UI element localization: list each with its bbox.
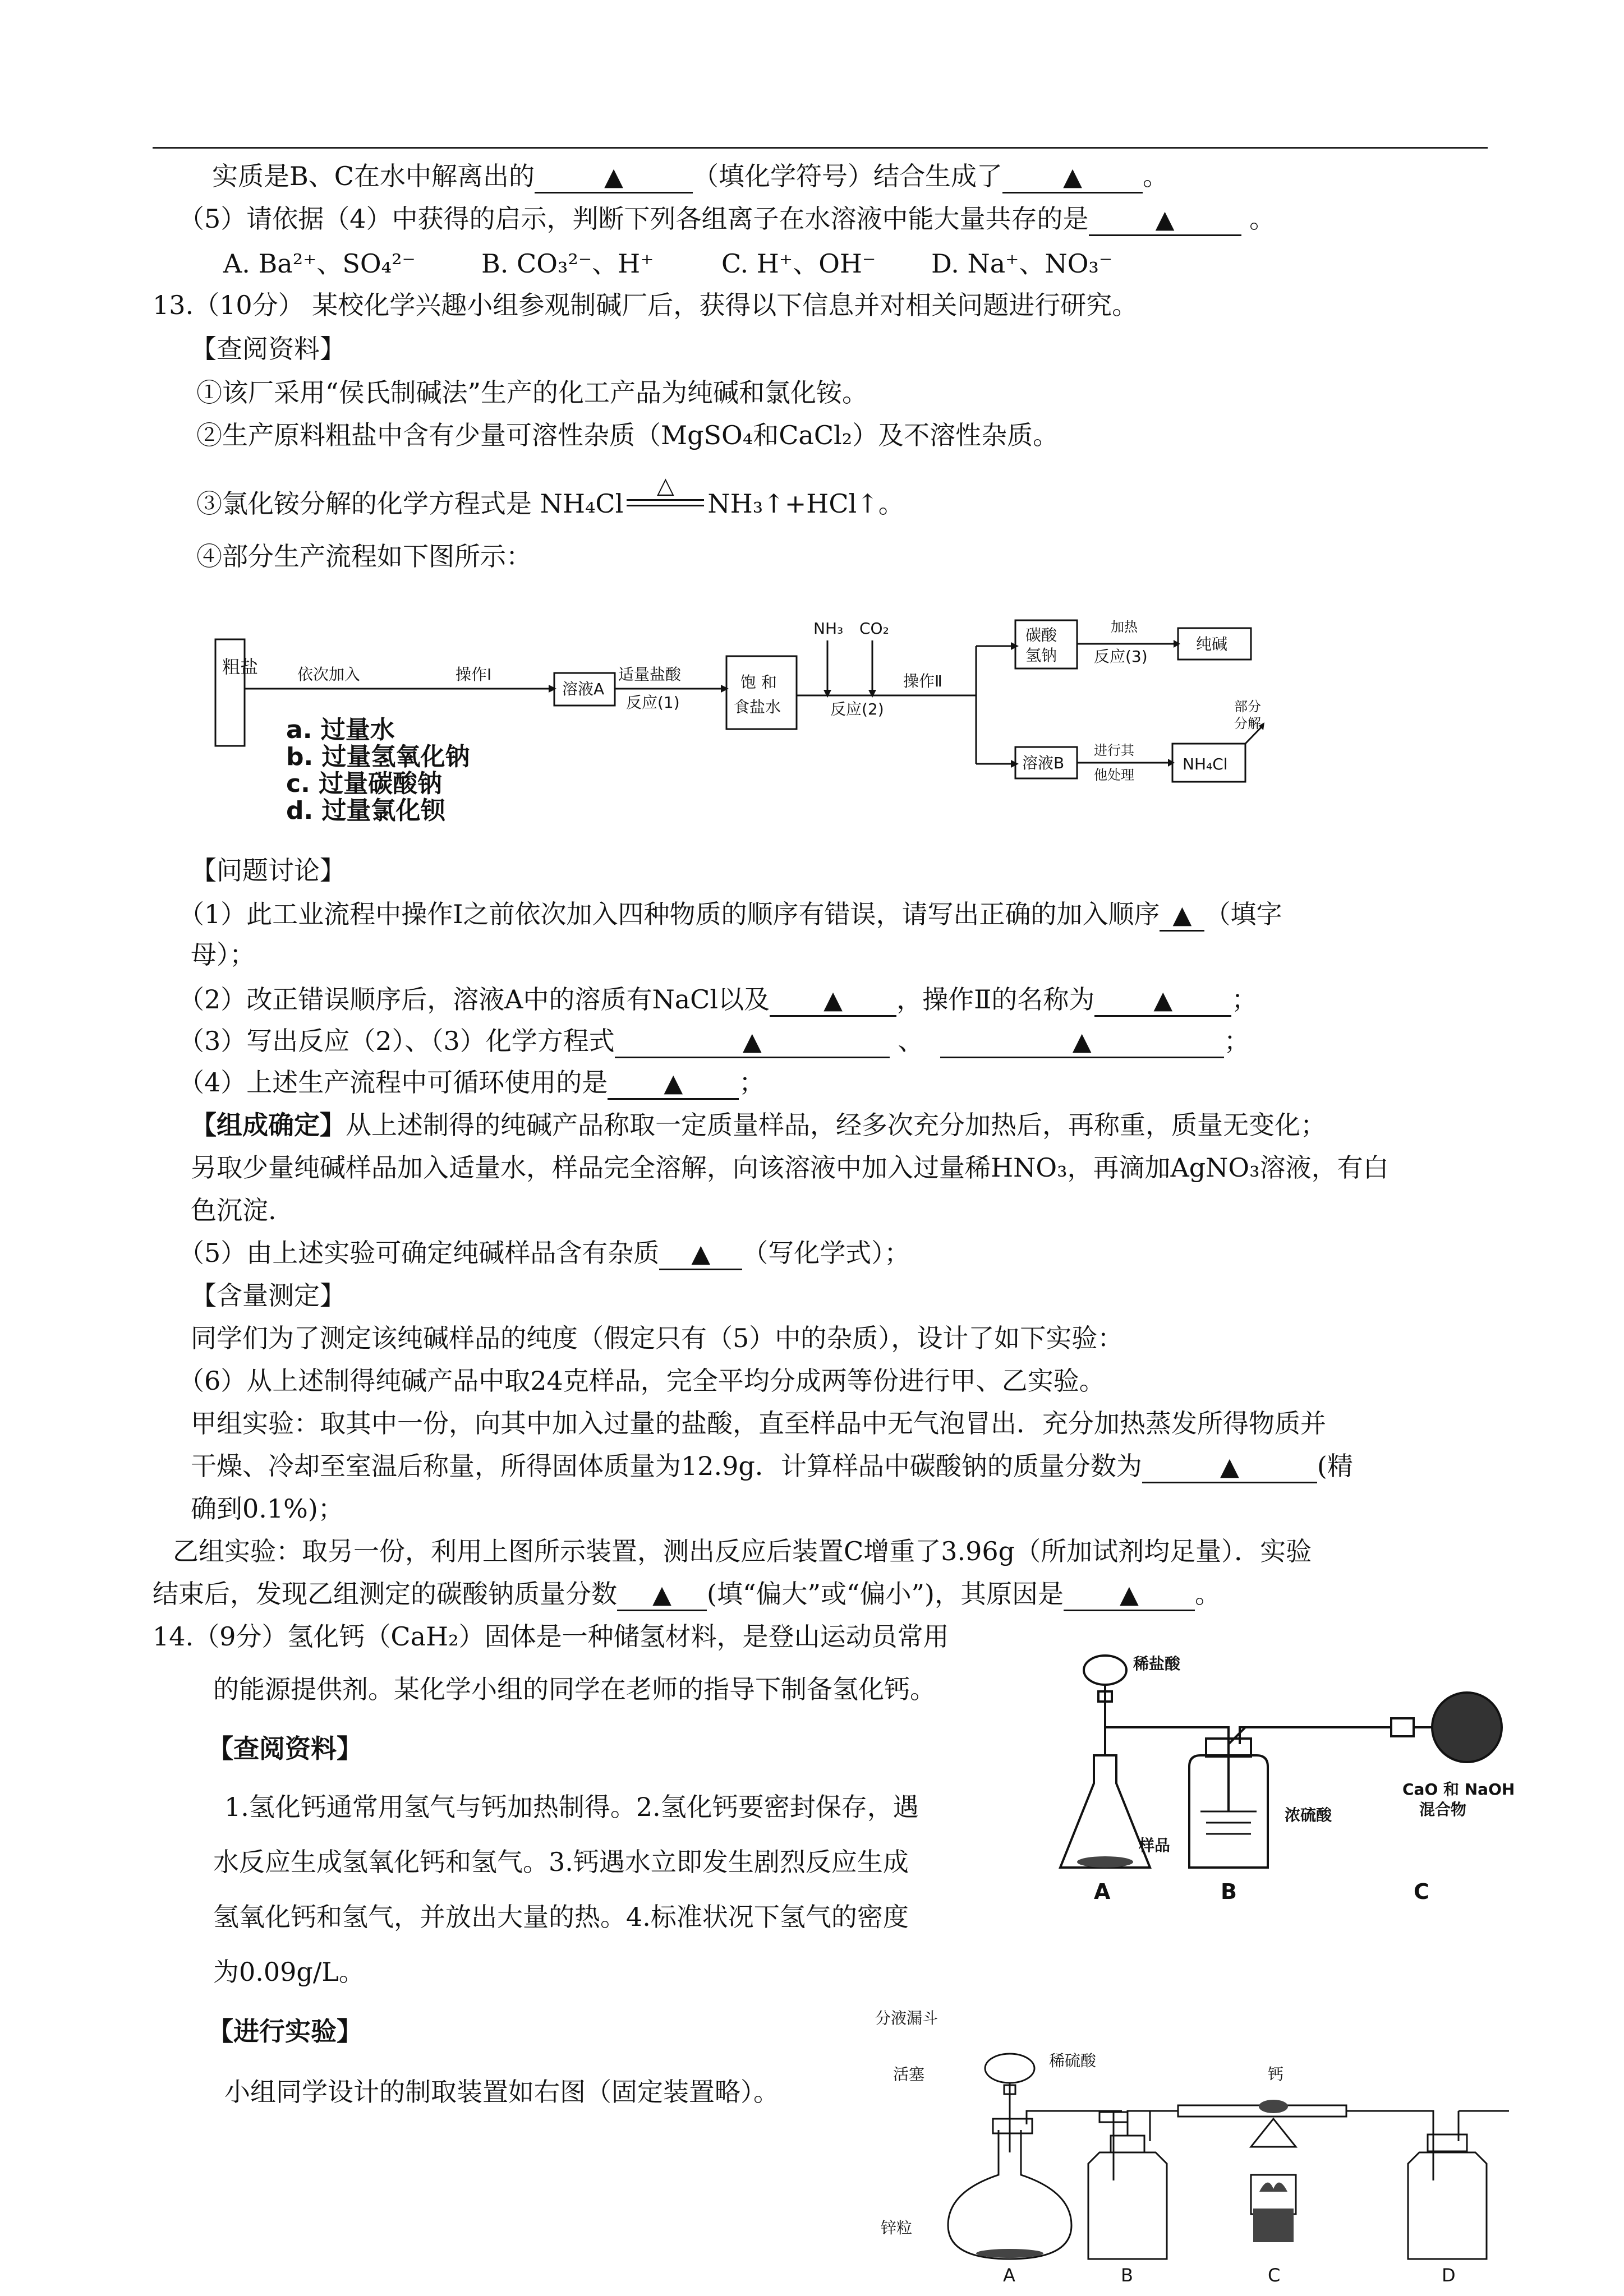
sulfuric-acid-label: 浓硫酸 (1285, 1806, 1332, 1824)
label-a: A (1003, 2265, 1015, 2286)
reagent-d: d. 过量氯化钡 (286, 796, 445, 825)
text: 。 (1143, 161, 1168, 191)
brine-label-2: 食盐水 (734, 698, 781, 716)
text-line: 小组同学设计的制取装置如右图（固定装置略）。 (224, 2077, 779, 2107)
answer-blank[interactable] (608, 1068, 739, 1100)
hcl-label: 适量盐酸 (618, 665, 682, 684)
text: （填字 (1204, 899, 1282, 929)
option-a: A. Ba²⁺、SO₄²⁻ (223, 248, 416, 279)
sulfuric-acid-label: 稀硫酸 (1049, 2051, 1097, 2070)
triangle-marker: ▲ (823, 986, 843, 1015)
text-line: 的能源提供剂。某化学小组的同学在老师的指导下制备氢化钙。 (213, 1674, 936, 1704)
text: 、 (898, 1026, 924, 1056)
nh3-label: NH₃ (813, 619, 844, 638)
text: ； (1231, 984, 1258, 1015)
triangle-marker: ▲ (1220, 1453, 1239, 1481)
text: (精 (1317, 1451, 1353, 1481)
text: ，操作Ⅱ的名称为 (896, 984, 1095, 1015)
option-b: B. CO₃²⁻、H⁺ (481, 248, 654, 279)
text-line: 确到0.1%)； (191, 1493, 344, 1524)
text-line (153, 1577, 1221, 1611)
apparatus-abc-figure (1055, 1643, 1515, 1912)
reaction-3-label: 反应(3) (1094, 647, 1148, 666)
text: （3）写出反应（2）、（3）化学方程式 (178, 1026, 615, 1056)
mixture-label-2: 混合物 (1419, 1800, 1467, 1819)
add-in-order-label: 依次加入 (297, 665, 361, 684)
mixture-label-1: CaO 和 NaOH (1402, 1780, 1515, 1799)
triangle-marker: ▲ (604, 163, 623, 191)
text: 。 (1249, 204, 1276, 234)
crude-salt-label-1: 粗盐 (222, 656, 259, 677)
reagent-b: b. 过量氢氧化钠 (286, 743, 470, 771)
co2-label: CO₂ (859, 619, 889, 638)
answer-blank[interactable] (1142, 1451, 1317, 1483)
reaction-condition (623, 473, 707, 517)
solution-b-label: 溶液B (1022, 754, 1065, 772)
answer-blank[interactable] (1002, 162, 1143, 193)
text-line (178, 983, 1257, 1017)
text-line: 同学们为了测定该纯碱样品的纯度（假定只有（5）中的杂质），设计了如下实验： (191, 1323, 1124, 1353)
text-line: 水反应生成氢氧化钙和氢气。3.钙遇水立即发生剧烈反应生成 (213, 1847, 909, 1877)
triangle-marker: ▲ (1172, 901, 1192, 929)
answer-blank[interactable] (535, 162, 693, 193)
other-process-label-1: 进行其 (1094, 743, 1134, 758)
answer-blank[interactable] (617, 1579, 707, 1611)
soda-label: 纯碱 (1196, 635, 1228, 653)
text: （5）由上述实验可确定纯碱样品含有杂质 (178, 1238, 660, 1268)
triangle-marker: ▲ (1120, 1580, 1139, 1609)
funnel-label: 分液漏斗 (875, 2009, 938, 2027)
nh4cl-label: NH₄Cl (1183, 755, 1228, 773)
triangle-marker: ▲ (652, 1580, 671, 1609)
section-heading: 【进行实验】 (208, 2016, 362, 2046)
text: 干燥、冷却至室温后称量，所得固体质量为12.9g．计算样品中碳酸钠的质量分数为 (191, 1451, 1142, 1481)
text: 。 (1194, 1579, 1221, 1609)
brine-box (726, 656, 797, 729)
heat-symbol: △ (656, 473, 674, 499)
flowchart-svg (202, 611, 1268, 841)
apparatus-abc-svg (1055, 1643, 1515, 1912)
label-b: B (1121, 2265, 1133, 2286)
label-a: A (1094, 1879, 1111, 1904)
reaction-1-label: 反应(1) (626, 693, 680, 712)
triangle-marker: ▲ (1072, 1027, 1092, 1056)
text-line: ①该厂采用“侯氏制碱法”生产的化工产品为纯碱和氯化铵。 (196, 377, 868, 408)
stopcock-label: 活塞 (893, 2065, 925, 2083)
operation-1-label: 操作Ⅰ (456, 665, 492, 684)
text-line: （6）从上述制得纯碱产品中取24克样品，完全平均分成两等份进行甲、乙实验。 (178, 1366, 1105, 1396)
header-rule (153, 147, 1488, 149)
section-heading: 【查阅资料】 (208, 1733, 362, 1764)
answer-blank[interactable] (940, 1026, 1224, 1058)
answer-blank[interactable] (1094, 985, 1231, 1017)
label-c: C (1268, 2265, 1281, 2286)
text: NH₃↑+HCl↑。 (707, 488, 904, 519)
question-13-title: 13.（10分） 某校化学兴趣小组参观制碱厂后，获得以下信息并对相关问题进行研究。 (153, 290, 1138, 320)
answer-blank[interactable] (1089, 204, 1241, 236)
section-heading: 【查阅资料】 (191, 334, 346, 364)
text-line (178, 1236, 910, 1270)
text-line (191, 1108, 1326, 1142)
section-heading: 【组成确定】 (191, 1110, 346, 1140)
triangle-marker: ▲ (1063, 163, 1082, 191)
answer-blank[interactable] (1064, 1579, 1195, 1611)
zinc-label: 锌粒 (881, 2219, 913, 2237)
equation-line (196, 473, 904, 520)
text-line: 另取少量纯碱样品加入适量水，样品完全溶解，向该溶液中加入过量稀HNO₃，再滴加AgNO₃溶液，有白 (191, 1152, 1389, 1183)
apparatus-abcd-svg (864, 2007, 1571, 2286)
text-line (178, 897, 1282, 932)
triangle-marker: ▲ (742, 1027, 762, 1056)
apparatus-abcd-figure (864, 2007, 1571, 2286)
text-line (191, 1449, 1353, 1483)
option-c: C. H⁺、OH⁻ (721, 248, 876, 279)
text: ； (1223, 1026, 1250, 1056)
solution-a-label: 溶液A (562, 680, 605, 698)
brine-label-1: 饱 和 (740, 673, 777, 691)
text: （填化学符号）结合生成了 (693, 161, 1002, 191)
question-14-title: 14.（9分）氢化钙（CaH₂）固体是一种储氢材料，是登山运动员常用 (153, 1621, 949, 1652)
text-line: 甲组实验：取其中一份，向其中加入过量的盐酸，直至样品中无气泡冒出．充分加热蒸发所得物质并 (191, 1408, 1326, 1439)
acid-label: 稀盐酸 (1133, 1654, 1181, 1673)
text: （2）改正错误顺序后，溶液A中的溶质有NaCl以及 (178, 984, 770, 1015)
reaction-2-label: 反应(2) (830, 700, 884, 718)
triangle-marker: ▲ (691, 1239, 711, 1268)
label-c: C (1414, 1879, 1429, 1904)
text-line: 1.氢化钙通常用氢气与钙加热制得。2.氢化钙要密封保存，遇 (224, 1792, 919, 1822)
section-heading: 【问题讨论】 (191, 855, 346, 886)
text-line: 乙组实验：取另一份，利用上图所示装置，测出反应后装置C增重了3.96g（所加试剂均足量）．实验 (173, 1536, 1312, 1566)
text: ③氯化铵分解的化学方程式是 NH₄Cl (196, 488, 624, 519)
section-heading: 【含量测定】 (191, 1280, 346, 1311)
text-line: ④部分生产流程如下图所示： (196, 541, 532, 571)
crude-salt-box (215, 639, 245, 746)
answer-blank[interactable] (615, 1026, 890, 1058)
bicarbonate-label-2: 氢钠 (1025, 646, 1057, 665)
bicarbonate-label-1: 碳酸 (1025, 626, 1057, 644)
text-line: 氢氧化钙和氢气，并放出大量的热。4.标准状况下氢气的密度 (213, 1902, 909, 1932)
option-d: D. Na⁺、NO₃⁻ (931, 248, 1113, 279)
label-b: B (1221, 1879, 1237, 1904)
triangle-marker: ▲ (1155, 205, 1175, 234)
text: （5）请依据（4）中获得的启示，判断下列各组离子在水溶液中能大量共存的是 (178, 204, 1089, 234)
other-process-label-2: 他处理 (1094, 767, 1134, 783)
text-line (178, 1066, 765, 1100)
sample-label: 样品 (1139, 1836, 1171, 1855)
sample-pile (1077, 1856, 1133, 1868)
drying-tube-bulb (1432, 1693, 1502, 1762)
answer-blank[interactable] (1160, 900, 1204, 932)
text-line (178, 202, 1275, 236)
operation-2-label: 操作Ⅱ (903, 672, 942, 690)
reagent-c: c. 过量碳酸钠 (286, 769, 443, 798)
answer-blank[interactable] (659, 1238, 742, 1270)
text: (填“偏大”或“偏小”)，其原因是 (707, 1579, 1064, 1609)
text-line: ②生产原料粗盐中含有少量可溶性杂质（MgSO₄和CaCl₂）及不溶性杂质。 (196, 420, 1059, 450)
reagent-a: a. 过量水 (286, 716, 395, 744)
text: ； (739, 1067, 765, 1098)
text-line: 为0.09g/L。 (213, 1957, 365, 1987)
text: （写化学式）； (742, 1238, 910, 1268)
text: （4）上述生产流程中可循环使用的是 (178, 1067, 608, 1098)
triangle-marker: ▲ (664, 1069, 683, 1098)
text: 实质是B、C在水中解离出的 (212, 161, 535, 191)
partial-label-2: 分解 (1234, 716, 1261, 731)
label-d: D (1442, 2265, 1456, 2286)
triangle-marker: ▲ (1153, 986, 1173, 1015)
text: 从上述制得的纯碱产品称取一定质量样品，经多次充分加热后，再称重，质量无变化； (346, 1110, 1326, 1140)
text: 结束后，发现乙组测定的碳酸钠质量分数 (153, 1579, 617, 1609)
text-line: 母）； (191, 939, 255, 970)
calcium-label: 钙 (1268, 2065, 1284, 2083)
text-line (212, 159, 1168, 193)
text-line: 色沉淀. (191, 1195, 277, 1225)
production-flowchart (202, 611, 1268, 841)
answer-blank[interactable] (770, 985, 896, 1017)
partial-label-1: 部分 (1234, 699, 1261, 714)
text-line (178, 1024, 1250, 1058)
text: （1）此工业流程中操作Ⅰ之前依次加入四种物质的顺序有错误，请写出正确的加入顺序 (178, 899, 1160, 929)
heat-label: 加热 (1111, 619, 1138, 635)
